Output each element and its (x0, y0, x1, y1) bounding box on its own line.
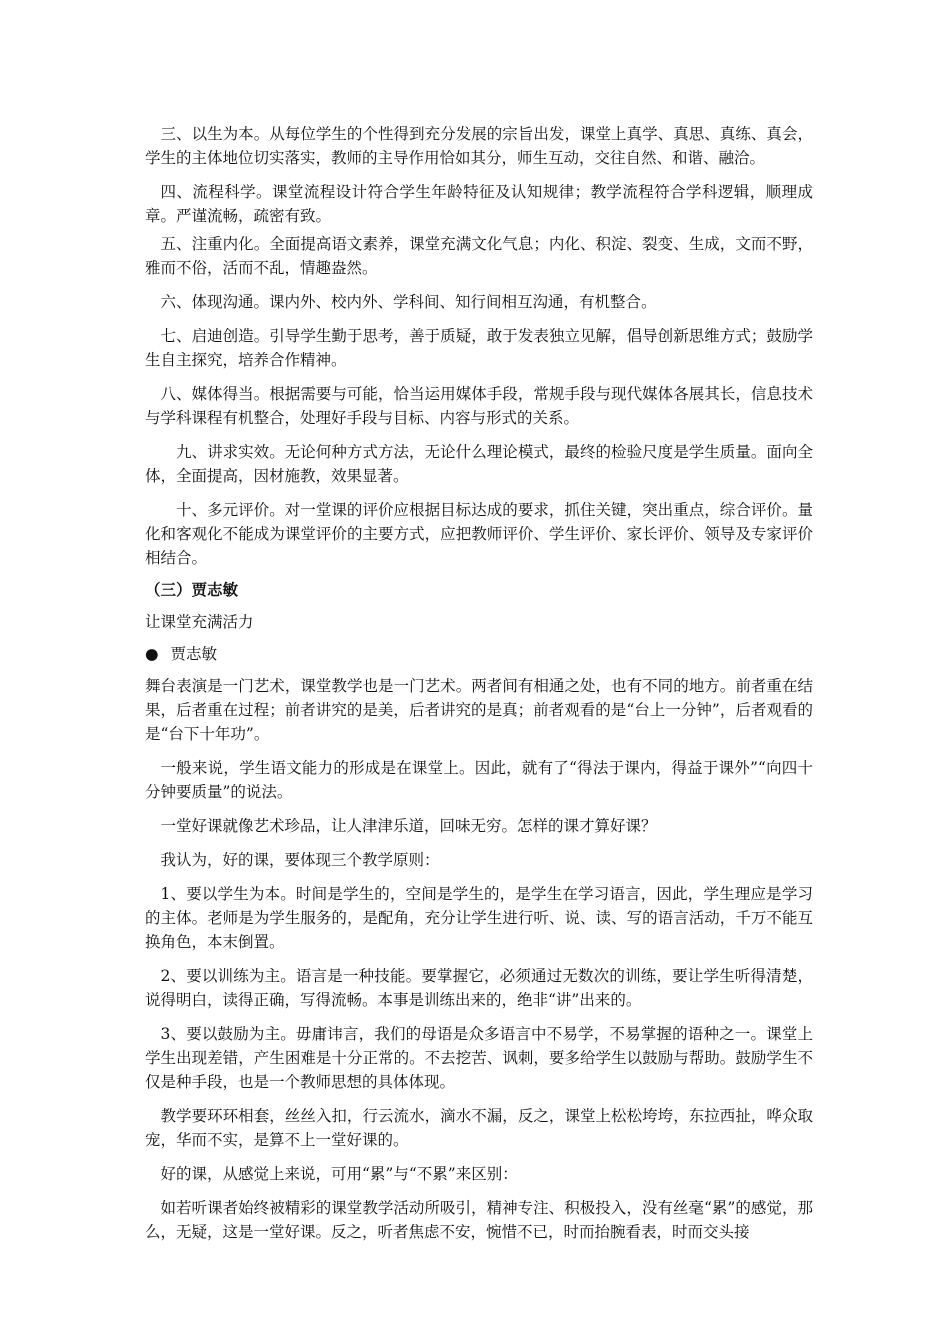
paragraph-communication: 六、体现沟通。课内外、校内外、学科间、知行间相互沟通，有机整合。 (160, 293, 657, 311)
paragraph-good-lesson: 一堂好课就像艺术珍品，让人津津乐道，回味无穷。怎样的课才算好课？ (160, 817, 657, 835)
paragraph-media-appropriate: 八、媒体得当。根据需要与可能，恰当运用媒体手段，常规手段与现代媒体各展其长，信息技术与学科课程有机整合，处理好手段与目标、内容与形式的关系。 (145, 385, 813, 427)
bullet-icon: ● (145, 645, 159, 663)
paragraph-student-centered: 三、以生为本。从每位学生的个性得到充分发展的宗旨出发，课堂上真学、真思、真练、真会，学生的主体地位切实落实，教师的主导作用恰如其分，师生互动，交往自然、和谐、融洽。 (145, 125, 813, 167)
author-line (145, 642, 813, 666)
paragraph-process-scientific: 四、流程科学。课堂流程设计符合学生年龄特征及认知规律；教学流程符合学科逻辑，顺理成章。严谨流畅，疏密有致。 (145, 183, 813, 225)
paragraph-internalization: 五、注重内化。全面提高语文素养，课堂充满文化气息；内化、积淀、裂变、生成，文而不野，雅而不俗，活而不乱，情趣盎然。 (145, 235, 813, 277)
paragraph-practical-effect: 九、讲求实效。无论何种方式方法，无论什么理论模式，最终的检验尺度是学生质量。面向全体，全面提高，因材施教，效果显著。 (145, 443, 813, 485)
paragraph-principle-3: 3、要以鼓励为主。毋庸讳言，我们的母语是众多语言中不易学，不易掌握的语种之一。课堂上学生出现差错，产生困难是十分正常的。不去挖苦、讽刺，要多给学生以鼓励与帮助。鼓励学生不仅是种手段，也是一个教师思想的具体体现。 (145, 1025, 813, 1091)
author-name: 贾志敏 (170, 645, 218, 663)
paragraph-classroom-ability: 一般来说，学生语文能力的形成是在课堂上。因此，就有了“得法于课内，得益于课外”“向四十分钟要质量”的说法。 (145, 759, 813, 801)
document-page (145, 122, 813, 1244)
paragraph-tired-feeling: 好的课，从感觉上来说，可用“累”与“不累”来区别： (160, 1165, 518, 1183)
paragraph-three-principles: 我认为，好的课，要体现三个教学原则： (160, 851, 440, 869)
paragraph-principle-1: 1、要以学生为本。时间是学生的，空间是学生的，是学生在学习语言，因此，学生理应是学习的主体。老师是为学生服务的，是配角，充分让学生进行听、说、读、写的语言活动，千万不能互换角色，本末倒置。 (145, 885, 813, 951)
paragraph-art-comparison: 舞台表演是一门艺术，课堂教学也是一门艺术。两者间有相通之处，也有不同的地方。前者重在结果，后者重在过程；前者讲究的是美，后者讲究的是真；前者观看的是“台上一分钟”，后者观看的是“台下十年功”。 (145, 677, 813, 743)
article-title: 让课堂充满活力 (145, 613, 254, 631)
paragraph-principle-2: 2、要以训练为主。语言是一种技能。要掌握它，必须通过无数次的训练，要让学生听得清楚，说得明白，读得正确，写得流畅。本事是训练出来的，绝非“讲”出来的。 (145, 967, 813, 1009)
paragraph-listener-attention: 如若听课者始终被精彩的课堂教学活动所吸引，精神专注、积极投入，没有丝毫“累”的感觉，那么，无疑，这是一堂好课。反之，听者焦虑不安，惋惜不已，时而抬腕看表，时而交头接 (145, 1199, 813, 1241)
paragraph-teaching-flow: 教学要环环相套，丝丝入扣，行云流水，滴水不漏，反之，课堂上松松垮垮，东拉西扯，哗众取宠，华而不实，是算不上一堂好课的。 (145, 1107, 813, 1149)
paragraph-diverse-evaluation: 十、多元评价。对一堂课的评价应根据目标达成的要求，抓住关键，突出重点，综合评价。量化和客观化不能成为课堂评价的主要方式，应把教师评价、学生评价、家长评价、领导及专家评价相结合。 (145, 501, 813, 567)
section-heading: （三）贾志敏 (145, 580, 239, 599)
paragraph-inspire-creation: 七、启迪创造。引导学生勤于思考，善于质疑，敢于发表独立见解，倡导创新思维方式；鼓励学生自主探究，培养合作精神。 (145, 327, 813, 369)
